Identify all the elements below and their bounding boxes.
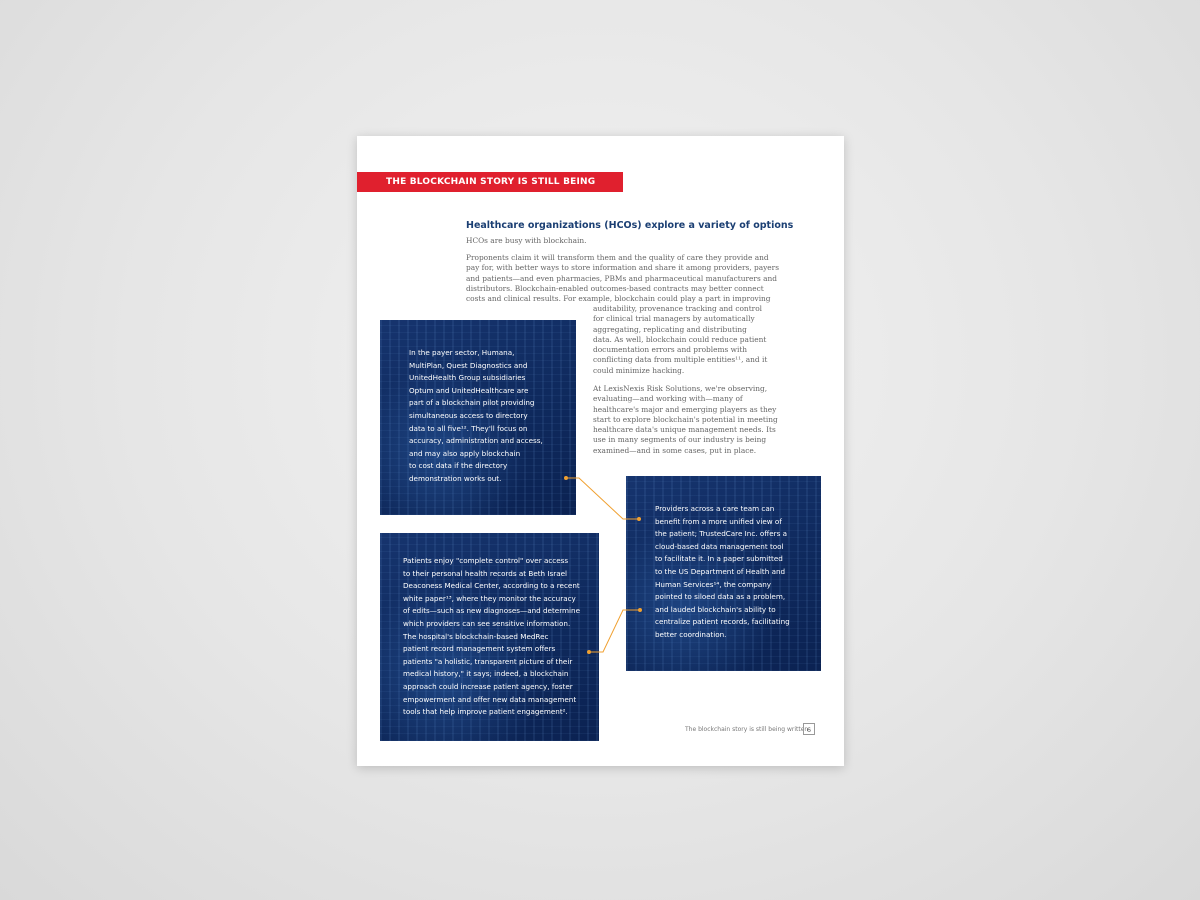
callout-line: to cost data if the directory [409,461,508,471]
text-line: At LexisNexis Risk Solutions, we're observing, [593,384,768,393]
text-line: conflicting data from multiple entities¹¹, and it [593,355,768,365]
callout-line: simultaneous access to directory [409,410,528,420]
text-line: Proponents claim it will transform them and the quality of care they provide and [466,253,769,262]
text-line: pay for, with better ways to store information and share it among providers, payers [466,263,780,273]
document-page [357,136,844,766]
callout-line: benefit from a more unified view of [655,516,782,526]
callout-line: The hospital's blockchain-based MedRec [403,631,549,641]
callout-line: and lauded blockchain's ability to [655,604,776,614]
callout-line: Providers across a care team can [655,504,775,513]
connector-line-payer-providers [566,478,639,519]
text-line: for clinical trial managers by automatically [593,314,755,324]
text-line: documentation errors and problems with [593,345,748,355]
callout-line: UnitedHealth Group subsidiaries [409,373,526,383]
connector-dot [637,517,641,521]
callout-line: data to all five¹². They'll focus on [409,423,528,433]
text-line: distributors. Blockchain-enabled outcomes-based contracts may better connect [466,283,764,293]
callout-line: Patients enjoy "complete control" over access [403,556,569,565]
callout-line: medical history," it says; indeed, a blockchain [403,669,569,679]
callout-line: of edits—such as new diagnoses—and determine [403,606,581,616]
page-number: 6 [803,723,815,735]
callout-line: Optum and UnitedHealthcare are [409,385,529,395]
connector-dot [587,650,591,654]
callout-line: Deaconess Medical Center, according to a recent [403,581,580,591]
text-line: use in many segments of our industry is being [593,435,767,445]
text-line: evaluating—and working with—many of [593,394,743,404]
callout-line: In the payer sector, Humana, [409,348,515,357]
section-banner: THE BLOCKCHAIN STORY IS STILL BEING WRITTEN [357,172,623,192]
section-heading: Healthcare organizations (HCOs) explore a variety of options [466,220,794,231]
callout-line: tools that help improve patient engagement². [403,707,568,717]
text-line: examined—and in some cases, put in place. [593,445,757,455]
text-line: data. As well, blockchain could reduce patient [593,334,767,344]
callout-line: which providers can see sensitive information. [403,618,571,628]
text-line: healthcare's major and emerging players as they [593,404,777,414]
callout-line: demonstration works out. [409,473,502,483]
callout-line: part of a blockchain pilot providing [409,398,535,408]
text-line: and patients—and even pharmacies, PBMs and pharmaceutical manufacturers and [466,273,777,283]
text-line: healthcare data's unique management needs. Its [593,425,776,435]
connector-line-patients-providers [589,610,640,652]
callout-line: cloud-based data management tool [655,541,784,551]
callout-line: the patient; TrustedCare Inc. offers a [655,529,788,539]
text-line: costs and clinical results. For example, blockchain could play a part in improving [466,294,771,304]
callout-line: white paper¹³, where they monitor the accuracy [403,593,576,603]
callout-line: patients "a holistic, transparent picture of their [403,656,573,666]
text-line: auditability, provenance tracking and control [593,304,763,313]
text-line: aggregating, replicating and distributing [593,324,747,334]
callout-line: accuracy, administration and access, [409,436,543,446]
text-line: could minimize hacking. [593,365,685,375]
connector-dot [564,476,568,480]
callout-line: better coordination. [655,629,727,639]
callout-line: pointed to siloed data as a problem, [655,592,786,602]
callout-line: MultiPlan, Quest Diagnostics and [409,360,528,370]
intro-text: HCOs are busy with blockchain. [466,236,587,245]
callout-line: to facilitate it. In a paper submitted [655,554,783,564]
callout-line: patient record management system offers [403,644,556,654]
callout-line: centralize patient records, facilitating [655,617,790,627]
callout-line: Human Services¹⁴, the company [655,579,772,589]
callout-line: and may also apply blockchain [409,448,521,458]
connector-lines [357,136,844,766]
text-line: start to explore blockchain's potential in meeting [593,414,778,424]
callout-line: empowerment and offer new data management [403,694,577,704]
callout-line: to the US Department of Health and [655,566,786,576]
callout-line: approach could increase patient agency, foster [403,681,573,691]
page-footer: The blockchain story is still being written [685,726,809,733]
callout-line: to their personal health records at Beth Israel [403,568,568,578]
connector-dot [638,608,642,612]
